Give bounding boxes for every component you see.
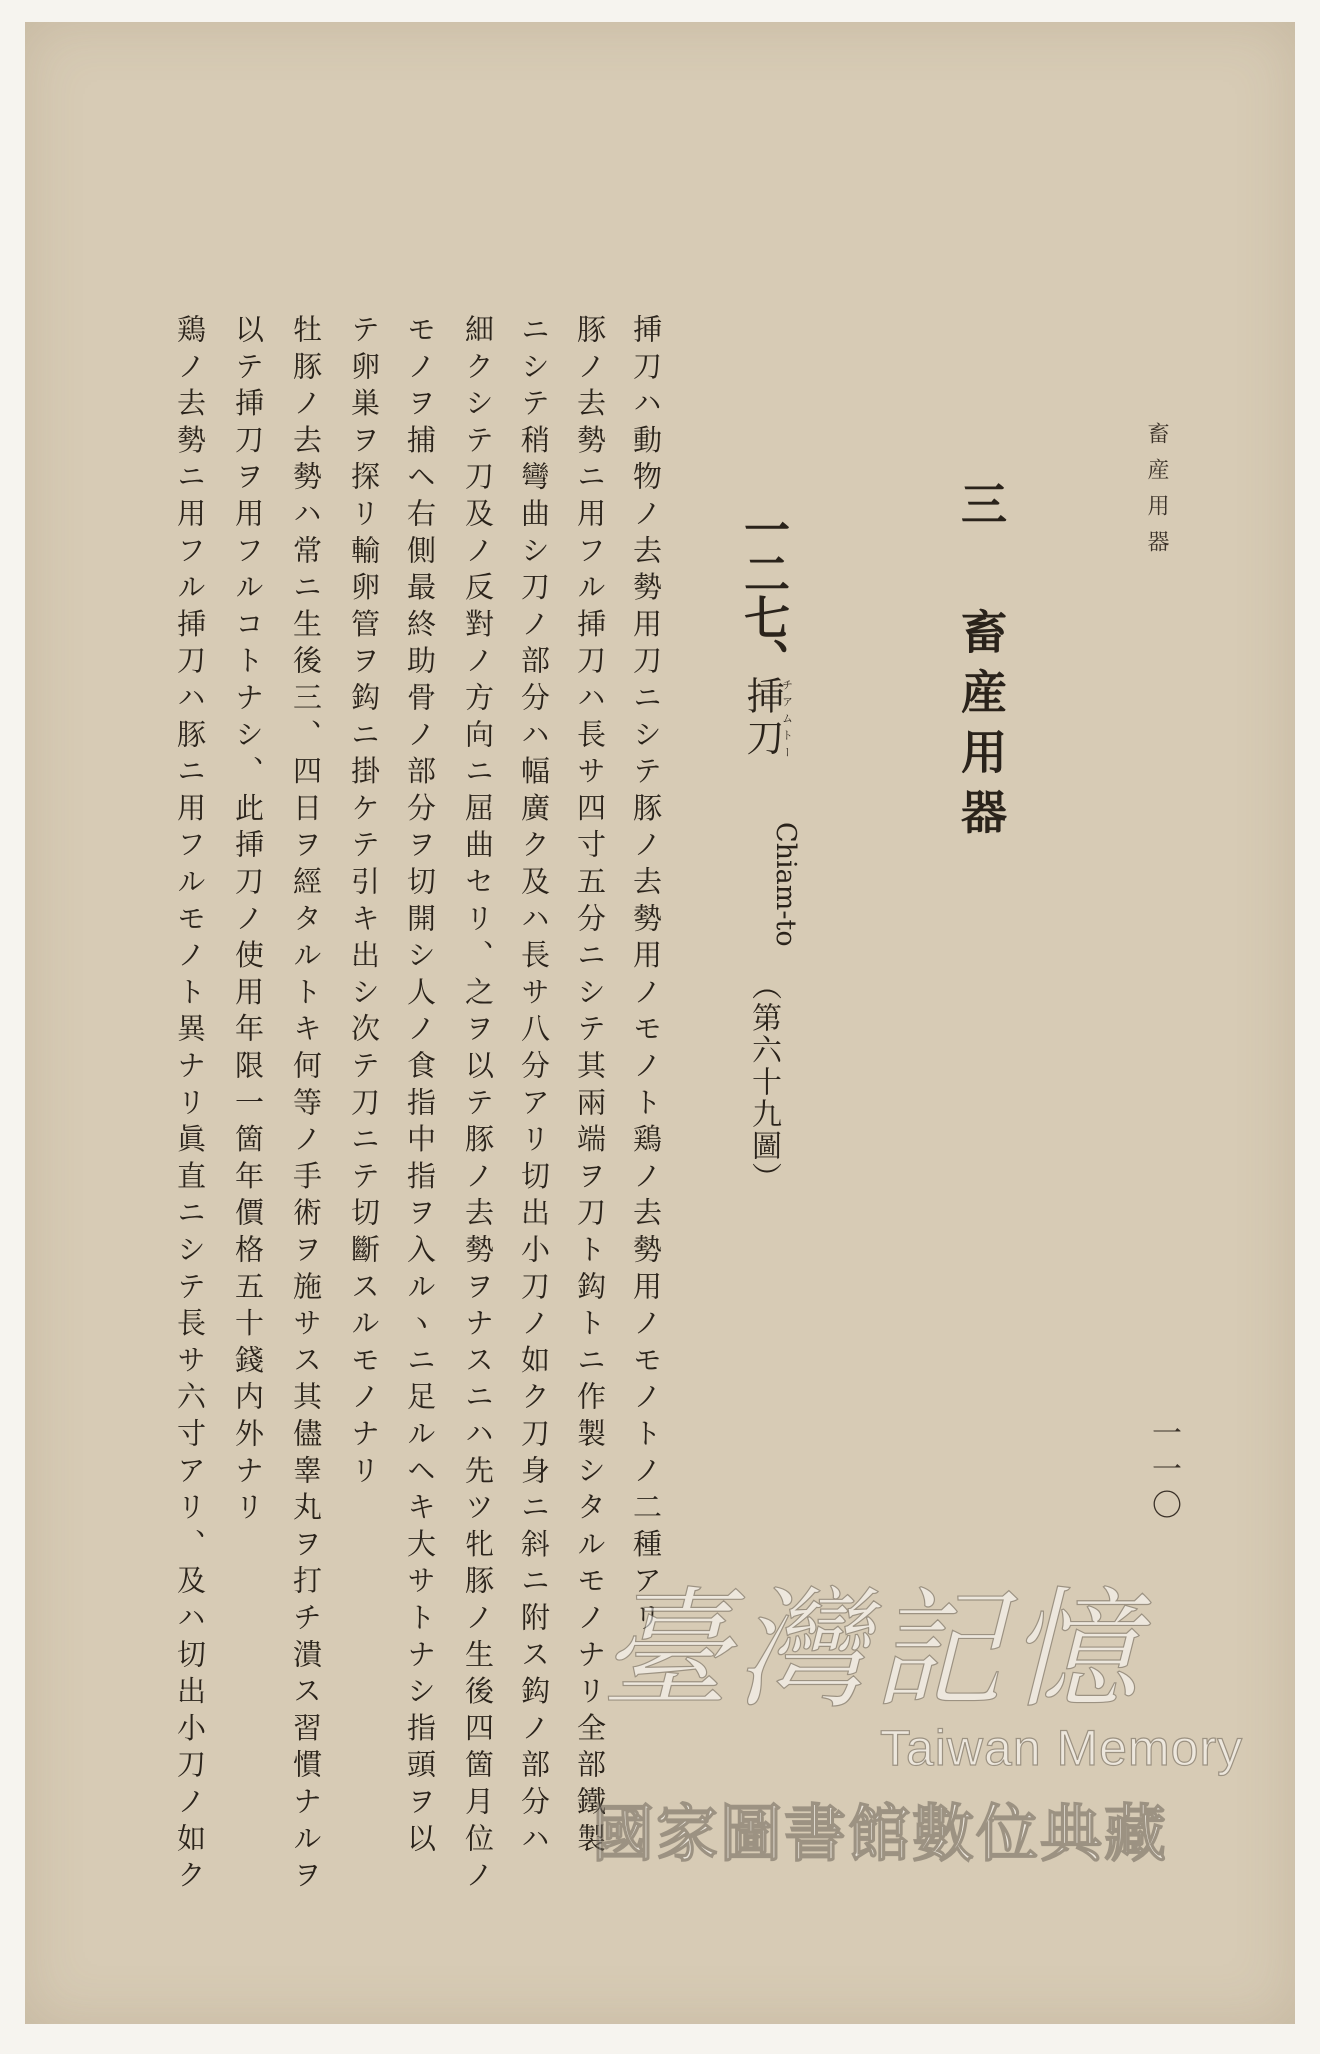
body-line-9: 鶏ノ去勢ニ用フル挿刀ハ豚ニ用フルモノト異ナリ眞直ニシテ長サ六寸アリ、及ハ切出小刀ノ如ク xyxy=(173,314,207,1897)
body-line-4: 細クシテ刀及ノ反對ノ方向ニ屈曲セリ、之ヲ以テ豚ノ去勢ヲナスニハ先ツ牝豚ノ生後四箇月位ノ xyxy=(461,314,495,1897)
body-line-2: 豚ノ去勢ニ用フル挿刀ハ長サ四寸五分ニシテ其兩端ヲ刀ト鈎トニ作製シタルモノナリ全部鐵製 xyxy=(573,314,607,1860)
page-number: 一一〇 xyxy=(1146,1417,1181,1525)
body-line-3: ニシテ稍彎曲シ刀ノ部分ハ幅廣ク及ハ長サ八分アリ切出小刀ノ如ク刀身ニ斜ニ附ス鈎ノ部分ハ xyxy=(517,314,551,1860)
scanned-page xyxy=(25,22,1295,2024)
entry-name-reading: チアムトー xyxy=(780,676,794,760)
figure-reference: （第六十九圖） xyxy=(746,970,781,1194)
entry-number: 一二七、 xyxy=(737,506,791,682)
entry-name xyxy=(735,676,793,760)
body-line-7: 牡豚ノ去勢ハ常ニ生後三、四日ヲ經タルトキ何等ノ手術ヲ施サス其儘睾丸ヲ打チ潰ス習慣ナルヲ xyxy=(289,314,323,1897)
entry-romaji: Chiam-to xyxy=(770,822,801,947)
watermark-english: Taiwan Memory xyxy=(880,1720,1244,1776)
body-line-1: 挿刀ハ動物ノ去勢用刀ニシテ豚ノ去勢用ノモノト鶏ノ去勢用ノモノトノ二種アリ xyxy=(629,314,663,1639)
entry-name-text: 挿刀 xyxy=(740,676,784,760)
body-line-8: 以テ挿刀ヲ用フルコトナシ、此挿刀ノ使用年限一箇年價格五十錢内外ナリ xyxy=(231,314,265,1529)
body-line-6: テ卵巣ヲ探リ輸卵管ヲ鈎ニ掛ケテ引キ出シ次テ刀ニテ切斷スルモノナリ xyxy=(347,314,381,1492)
watermark-org: 國家圖書館數位典藏 xyxy=(592,1797,1169,1870)
entry-name-ruby xyxy=(740,676,794,760)
body-line-5: モノヲ捕ヘ右側最終助骨ノ部分ヲ切開シ人ノ食指中指ヲ入ルヽニ足ルヘキ大サトナシ指頭ヲ以 xyxy=(403,314,437,1860)
section-title: 三 畜産用器 xyxy=(954,480,1008,848)
watermark-logo-text: 臺灣記憶 xyxy=(600,1574,1145,1726)
running-header: 畜産用器 xyxy=(1144,422,1169,566)
